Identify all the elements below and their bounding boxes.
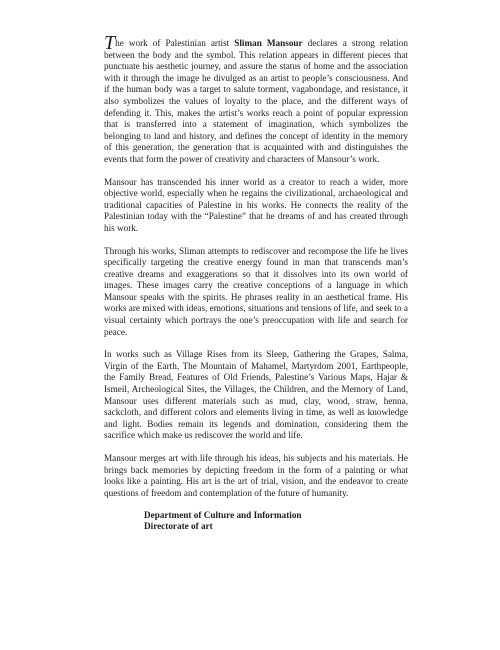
- intro-lead-text: he work of Palestinian artist: [115, 38, 235, 48]
- paragraph-rediscovery: Through his works, Sliman attempts to rediscover and recompose the life he lives specifically targeting the creative energy found in man that transcends man’s creative dreams and exaggerations so that it dissolves into its own world of images. These images carry the creative conceptions of a language in which Mansour speaks with the spirits. He phrases reality in an aesthetical frame. His works are mixed with ideas, emotions, situations and tensions of life, and seek to a visual certainty which portrays the one’s preoccupation with life and search for peace.: [104, 245, 408, 337]
- paragraph-intro: [104, 32, 408, 166]
- paragraph-works-list: In works such as Village Rises from its Sleep, Gathering the Grapes, Salma, Virgin of the Earth, The Mountain of Mahamel, Martyrdom 2001, Earthpeople, the Family Bread, Features of Old Friends, Palestine’s Various Maps, Hajar & Ismeil, Archeological Sites, the Villages, the Children, and the Memory of Land, Mansour uses different materials such as mud, clay, wood, straw, henna, sackcloth, and different colors and elements living in time, as well as knowledge and light. Bodies remain its legends and domination, considering them the sacrifice which make us rediscover the world and life.: [104, 349, 408, 441]
- paragraph-art-and-life: Mansour merges art with life through his ideas, his subjects and his materials. He brings back memories by depicting freedom in the form of a painting or what looks like a painting. His art is the art of trial, vision, and the endeavor to create questions of freedom and contemplation of the future of humanity.: [104, 453, 408, 498]
- signature-department: Department of Culture and Information: [144, 510, 302, 521]
- article-body: [104, 32, 408, 532]
- intro-body-text: declares a strong relation between the body and the symbol. This relation appears in different pieces that punctuate his aesthetic journey, and assure the status of home and the association with it through the image he divulged as an artist to people’s consciousness. And if the human body was a target to salute torment, vagabondage, and resistance, it also symbolizes the values of loyalty to the place, and the different ways of defending it. This, makes the artist’s works reach a point of popular expression that is transferred into a statement of imagination, which symbolizes the belonging to land and history, and defines the concept of identity in the memory of this generation, the generation that is acquainted with and distinguishes the events that form the power of creativity and characters of Mansour’s work.: [104, 38, 408, 164]
- drop-cap-letter: T: [104, 32, 116, 54]
- paragraph-transcendence: Mansour has transcended his inner world as a creator to reach a wider, more objective world, especially when he regains the civilizational, archaeological and traditional capacities of Palestine in his works. He connects the reality of the Palestinian today with the “Palestine” that he dreams of and has created through his work.: [104, 176, 408, 233]
- signature-block: [104, 510, 408, 532]
- signature-directorate: Directorate of art: [144, 521, 213, 532]
- artist-name: Sliman Mansour: [234, 38, 303, 48]
